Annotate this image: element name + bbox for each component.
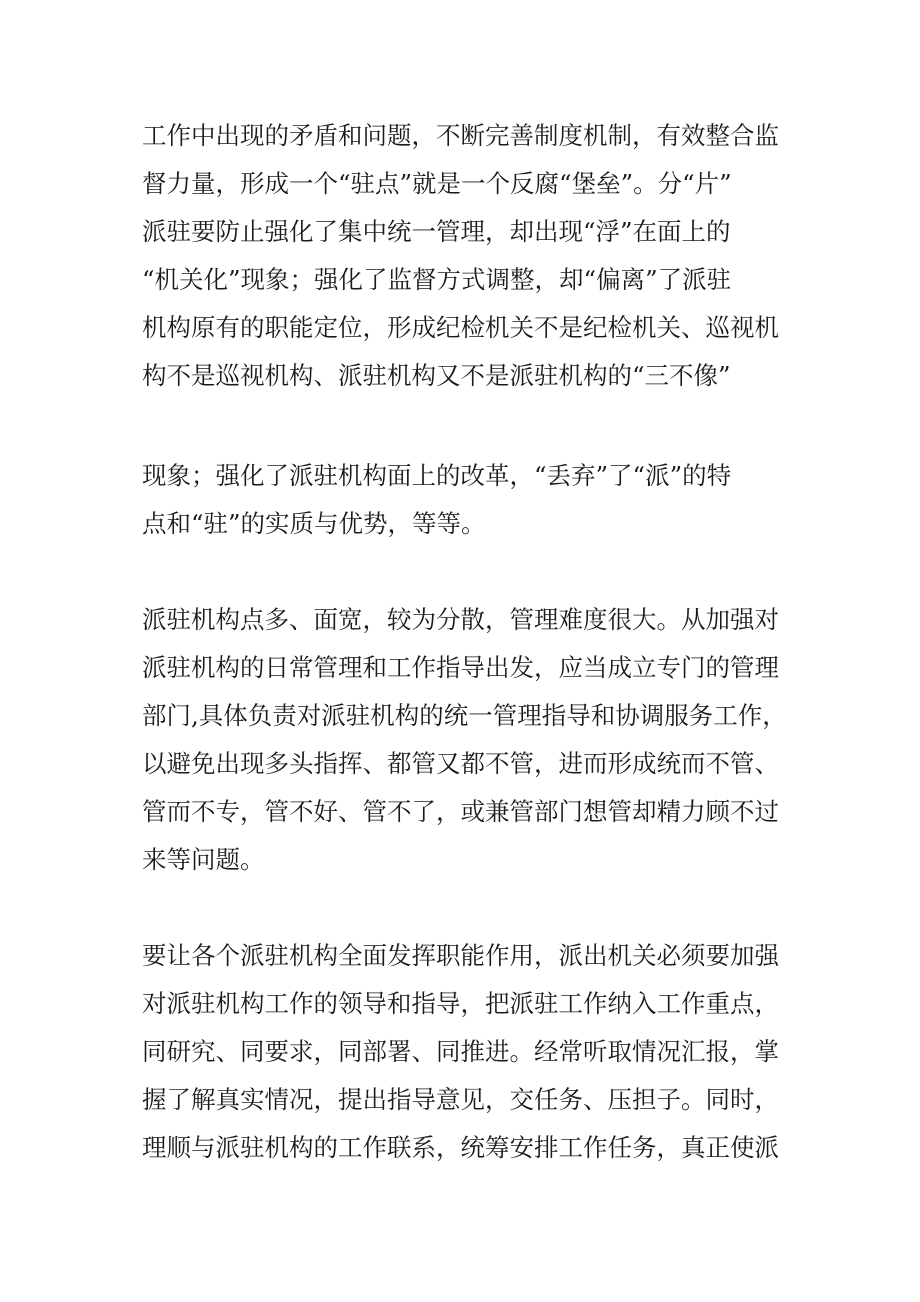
text-line: 派驻机构点多、面宽，较为分散，管理难度很大。从加强对: [142, 605, 779, 634]
text-line: 管而不专，管不好、管不了，或兼管部门想管却精力顾不过: [142, 797, 779, 826]
text-line: 工作中出现的矛盾和问题，不断完善制度机制，有效整合监: [142, 121, 779, 150]
paragraph-1: [142, 112, 802, 400]
text-line: 派驻机构的日常管理和工作指导出发，应当成立专门的管理: [142, 653, 779, 682]
text-line: 督力量，形成一个“驻点”就是一个反腐“堡垒”。分“片”: [142, 169, 732, 198]
text-line: 点和“驻”的实质与优势，等等。: [142, 509, 486, 538]
text-line: 要让各个派驻机构全面发挥职能作用，派出机关必须要加强: [142, 941, 779, 970]
text-line: 派驻要防止强化了集中统一管理，却出现“浮”在面上的: [142, 217, 731, 246]
text-line: 机构原有的职能定位，形成纪检机关不是纪检机关、巡视机: [142, 313, 779, 342]
paragraph-4: [142, 932, 802, 1172]
paragraph-2: [142, 452, 802, 548]
text-line: 以避免出现多头指挥、都管又都不管，进而形成统而不管、: [142, 749, 779, 778]
text-line: 理顺与派驻机构的工作联系，统筹安排工作任务，真正使派: [142, 1133, 779, 1162]
paragraph-3: [142, 596, 802, 884]
text-line: 部门,具体负责对派驻机构的统一管理指导和协调服务工作，: [142, 701, 787, 730]
text-line: 来等问题。: [142, 845, 265, 874]
text-line: 同研究、同要求，同部署、同推进。经常听取情况汇报，掌: [142, 1037, 779, 1066]
text-line: 对派驻机构工作的领导和指导，把派驻工作纳入工作重点，: [142, 989, 779, 1018]
text-line: 握了解真实情况，提出指导意见，交任务、压担子。同时，: [142, 1085, 779, 1114]
text-line: 现象；强化了派驻机构面上的改革，“丢弃”了“派”的特: [142, 461, 732, 490]
text-line: 构不是巡视机构、派驻机构又不是派驻机构的“三不像”: [142, 361, 731, 390]
text-line: “机关化”现象；强化了监督方式调整，却“偏离”了派驻: [142, 265, 732, 294]
